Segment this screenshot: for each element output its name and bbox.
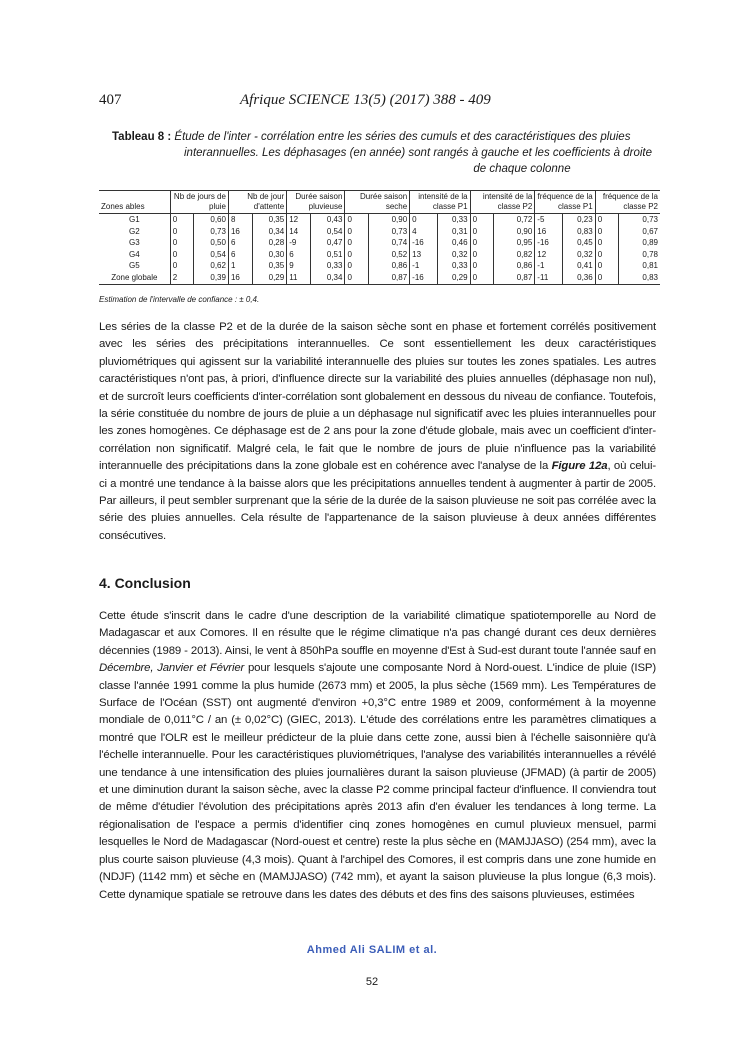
table-header-cell: fréquence de la classe P2 [595, 191, 660, 214]
table-cell-shift: -16 [410, 272, 438, 284]
table-cell-coefficient: 0,62 [194, 260, 229, 272]
table-header-cell: Durée saison pluvieuse [287, 191, 345, 214]
figure-reference: Figure 12a [551, 460, 608, 473]
table-cell-shift: 6 [228, 237, 252, 249]
table-header-cell: intensité de la classe P1 [410, 191, 470, 214]
table-header-cell: Nb de jours de pluie [170, 191, 228, 214]
table-cell-shift: 1 [228, 260, 252, 272]
table-cell-shift: 12 [287, 214, 311, 226]
correlation-table [99, 190, 660, 285]
table-cell-shift: 0 [410, 214, 438, 226]
table-cell-shift: 8 [228, 214, 252, 226]
table-cell-coefficient: 0,51 [310, 249, 345, 261]
table-row [99, 237, 660, 249]
table-cell-shift: 0 [345, 249, 369, 261]
confidence-note: Estimation de l'intervalle de confiance : ± 0,4. [99, 295, 260, 304]
table-cell-shift: 0 [170, 237, 194, 249]
table-cell-coefficient: 0,74 [369, 237, 410, 249]
table-cell-coefficient: 0,41 [563, 260, 595, 272]
table-cell-coefficient: 0,67 [642, 226, 658, 236]
table-cell-shift: -9 [287, 237, 311, 249]
paragraph-1-text-b: , où celui-ci a montré une tendance à la baisse alors que les précipitations annuelles tendent à augmenter à partir de 2005. Par ailleurs, il peut sembler surprenant que la série de la durée de la saison pluvieuse ne soit pas corrélée avec la série des pluies annuelles. Cela résulte de l'appartenance de la saison pluvieuse à deux années différentes consécutives. [99, 460, 657, 542]
table-caption-label: Tableau 8 : [112, 131, 172, 143]
paragraph-1-text-a: Les séries de la classe P2 et de la durée de la saison sèche sont en phase et fortement corrélés positivement avec les séries des précipitations interannuelles. Ce sont essentiellement les deux caractéristiques pluviométriques qui agissent sur la variabilité interannuelle des pluies sur toutes les zones spatiales. Les autres caractéristiques n'ont pas, à priori, d'influence directe sur la variabilité des pluies annuelles (déphasage non nul), et de surcroît leurs coefficients d'inter-corrélation sont globalement en dessous du niveau de confiance. Toutefois, la série constituée du nombre de jours de pluie a un déphasage nul significatif avec les pluies interannuelles pour les zones homogènes. Ce déphasage est de 2 ans pour la zone d'étude globale, mais avec un coefficient d'inter-corrélation non significatif. Malgré cela, le fait que le nombre de jours de pluie n'influence pas la variabilité interannuelle des précipitations dans la zone globale est en cohérence avec l'analyse de la [99, 321, 656, 473]
table-cell-shift: -16 [410, 237, 438, 249]
table-row [99, 272, 660, 284]
table-header-cell: Nb de jour d'attente [228, 191, 286, 214]
table-row [99, 260, 660, 272]
section-heading-conclusion: 4. Conclusion [99, 575, 191, 591]
table-cell-shift: 0 [345, 260, 369, 272]
table-cell-shift: 0 [595, 249, 619, 261]
table-cell-coefficient: 0,39 [194, 272, 229, 284]
table-cell-coefficient: 0,33 [438, 260, 470, 272]
table-cell-coefficient: 0,72 [494, 214, 535, 226]
table-cell-shift: 0 [595, 272, 619, 284]
table-cell-zone: G4 [99, 249, 170, 261]
table-cell-shift: 0 [170, 214, 194, 226]
table-cell-coefficient: 0,73 [194, 226, 229, 238]
table-cell-shift: 0 [170, 260, 194, 272]
paragraph-2-text-a: Cette étude s'inscrit dans le cadre d'une description de la variabilité climatique spatiotemporelle au Nord de Madagascar et aux Comores. Il en résulte que le régime climatique n'a pas changé durant ces deux dernières décennies (1989 - 2013). Ainsi, le vent à 850hPa souffle en moyenne d'Est à Sud-est durant toute l'année sauf en [99, 610, 656, 657]
footer-page-number: 52 [365, 976, 379, 988]
table-row [99, 226, 660, 238]
table-cell-shift: -1 [410, 260, 438, 272]
table-cell-shift: 0 [345, 237, 369, 249]
table-cell-coefficient: 0,33 [438, 214, 470, 226]
table-cell-coefficient: 0,30 [252, 249, 287, 261]
table-caption [112, 129, 652, 177]
months-emphasis: Décembre, Janvier et Février [99, 662, 245, 675]
table-body [99, 214, 660, 285]
table-cell-shift: 12 [535, 249, 563, 261]
table-cell-shift: 16 [228, 226, 252, 238]
table-cell-shift: 13 [410, 249, 438, 261]
table-cell-coefficient: 0,52 [369, 249, 410, 261]
table-cell-shift: 0 [595, 214, 619, 226]
table-cell-shift: 2 [170, 272, 194, 284]
table-caption-line-1: Étude de l'inter - corrélation entre les séries des cumuls et des caractéristiques des pluies [174, 131, 631, 143]
table-cell-shift: 0 [345, 214, 369, 226]
paragraph-correlation-discussion [99, 319, 656, 545]
table-cell-coefficient: 0,31 [438, 226, 470, 238]
table-cell-coefficient: 0,35 [252, 260, 287, 272]
table-cell-coefficient: 0,95 [494, 237, 535, 249]
table-cell-coefficient: 0,46 [438, 237, 470, 249]
table-cell-shift: 0 [470, 226, 494, 238]
table-cell-coefficient: 0,86 [369, 260, 410, 272]
table-cell-zone: G3 [99, 237, 170, 249]
table-cell-coefficient: 0,35 [252, 214, 287, 226]
table-cell-shift: 0 [470, 260, 494, 272]
table-header-cell: Durée saison seche [345, 191, 410, 214]
table-cell-coefficient: 0,54 [194, 249, 229, 261]
table-cell-zone: Zone globale [99, 272, 170, 284]
table-cell-zone: G5 [99, 260, 170, 272]
table-cell-shift: 0 [595, 237, 619, 249]
table-cell-coefficient: 0,87 [494, 272, 535, 284]
table-cell-coefficient: 0,47 [310, 237, 345, 249]
table-cell-shift: 0 [470, 214, 494, 226]
table-cell-coefficient: 0,43 [310, 214, 345, 226]
table-cell-coefficient: 0,32 [438, 249, 470, 261]
table-cell-zone: G1 [99, 214, 170, 226]
table-cell-shift: -1 [535, 260, 563, 272]
table-cell-coefficient: 0,73 [642, 215, 658, 224]
table-row [99, 249, 660, 261]
table-cell-shift: 6 [287, 249, 311, 261]
table-cell-coefficient: 0,82 [494, 249, 535, 261]
table-cell-coefficient: 0,83 [619, 272, 660, 284]
header-page-number: 407 [99, 92, 122, 108]
table-cell-coefficient: 0,28 [252, 237, 287, 249]
table-cell-shift: -16 [535, 237, 563, 249]
header-journal-title: Afrique SCIENCE 13(5) (2017) 388 - 409 [240, 92, 491, 108]
table-header-cell: intensité de la classe P2 [470, 191, 535, 214]
table-cell-shift: 4 [410, 226, 438, 238]
table-cell-shift: -11 [535, 272, 563, 284]
table-cell-coefficient: 0,29 [438, 272, 470, 284]
table-cell-shift: 16 [228, 272, 252, 284]
table-cell-shift: 14 [287, 226, 311, 238]
table-header-zone: Zones ables [99, 191, 170, 214]
table-cell-shift: -5 [535, 214, 563, 226]
table-cell-shift: 11 [287, 272, 311, 284]
table-cell-shift: 6 [228, 249, 252, 261]
table-cell-shift: 0 [595, 260, 619, 272]
table-cell-coefficient: 0,34 [252, 226, 287, 238]
table-cell-coefficient: 0,87 [369, 272, 410, 284]
table-cell-coefficient: 0,29 [252, 272, 287, 284]
table-row [99, 214, 660, 226]
table-caption-line-2: interannuelles. Les déphasages (en année) sont rangés à gauche et les coefficients à droite [184, 147, 652, 159]
paragraph-2-text-b: pour lesquels s'ajoute une composante Nord à Nord-ouest. L'indice de pluie (ISP) classe l'année 1991 comme la plus humide (2673 mm) et 2005, la plus sèche (1569 mm). Les Températures de Surface de l'Océan (SST) ont augmenté d'environ +0,3°C entre 1989 et 2009, conformément à la moyenne mondiale de 0,011°C / an (± 0,02°C) (GIEC, 2013). L'étude des corrélations entre les paramètres climatiques a montré que l'OLR est le meilleur prédicteur de la pluie dans cette zone, aussi bien à l'échelle saisonnière qu'à l'échelle interannuelle. Pour les caractéristiques pluviométriques, l'analyse des variabilités interannuelles a révélé une tendance à une intensification des pluies journalières durant la saison pluvieuse (JFMAD) (à partir de 2005) et une diminution durant la saison sèche, avec la classe P2 comme principal facteur d'influence. Il conviendra tout de même d'étudier l'évolution des précipitations après 2013 afin d'en évaluer les tendances à long terme. La régionalisation de l'espace a permis d'identifier cinq zones homogènes en cumul pluvieux mensuel, parmi lesquelles le Nord de Madagascar (Nord-ouest et centre) reste la plus sèche en (MAMJJASO) (254 mm), avec la plus courte saison pluvieuse (4,3 mois). Quant à l'archipel des Comores, il est compris dans une zone humide en (NDJF) (1142 mm) et sèche en (MAMJJASO) (742 mm), et ayant la saison pluvieuse la plus longue (6,3 mois). Cette dynamique spatiale se retrouve dans les dates des débuts et des fins des saisons pluvieuses, estimées [99, 662, 656, 901]
table-cell-shift: 0 [470, 237, 494, 249]
table-cell-coefficient: 0,23 [563, 214, 595, 226]
table-cell-shift: 0 [170, 226, 194, 238]
table-cell-coefficient: 0,73 [369, 226, 410, 238]
table-caption-line-3: de chaque colonne [473, 163, 571, 175]
table-cell-shift: 0 [345, 226, 369, 238]
table-cell-coefficient: 0,33 [310, 260, 345, 272]
table-header-row [99, 191, 660, 214]
table-cell-zone: G2 [99, 226, 170, 238]
table-cell-shift: 9 [287, 260, 311, 272]
table-cell-shift: 16 [535, 226, 563, 238]
table-cell-coefficient: 0,45 [563, 237, 595, 249]
table-cell-coefficient: 0,83 [563, 226, 595, 238]
table-cell-shift: 0 [470, 272, 494, 284]
table-cell-coefficient: 0,89 [642, 238, 658, 248]
footer-authors: Ahmed Ali SALIM et al. [306, 944, 438, 956]
table-cell-coefficient: 0,32 [563, 249, 595, 261]
table-cell-coefficient: 0,36 [563, 272, 595, 284]
table-cell-coefficient: 0,90 [369, 214, 410, 226]
table-cell-coefficient: 0,90 [494, 226, 535, 238]
paragraph-conclusion [99, 608, 656, 904]
table-cell-coefficient: 0,50 [194, 237, 229, 249]
table-cell-coefficient: 0,54 [310, 226, 345, 238]
table-cell-shift: 0 [595, 226, 619, 238]
table-cell-coefficient: 0,81 [642, 261, 658, 271]
table-cell-coefficient: 0,60 [194, 214, 229, 226]
table-cell-shift: 0 [345, 272, 369, 284]
table-cell-coefficient: 0,34 [310, 272, 345, 284]
table-cell-shift: 0 [470, 249, 494, 261]
table-cell-coefficient: 0,86 [494, 260, 535, 272]
table-cell-coefficient: 0,78 [642, 249, 658, 259]
table-header-cell: fréquence de la classe P1 [535, 191, 595, 214]
table-cell-shift: 0 [170, 249, 194, 261]
